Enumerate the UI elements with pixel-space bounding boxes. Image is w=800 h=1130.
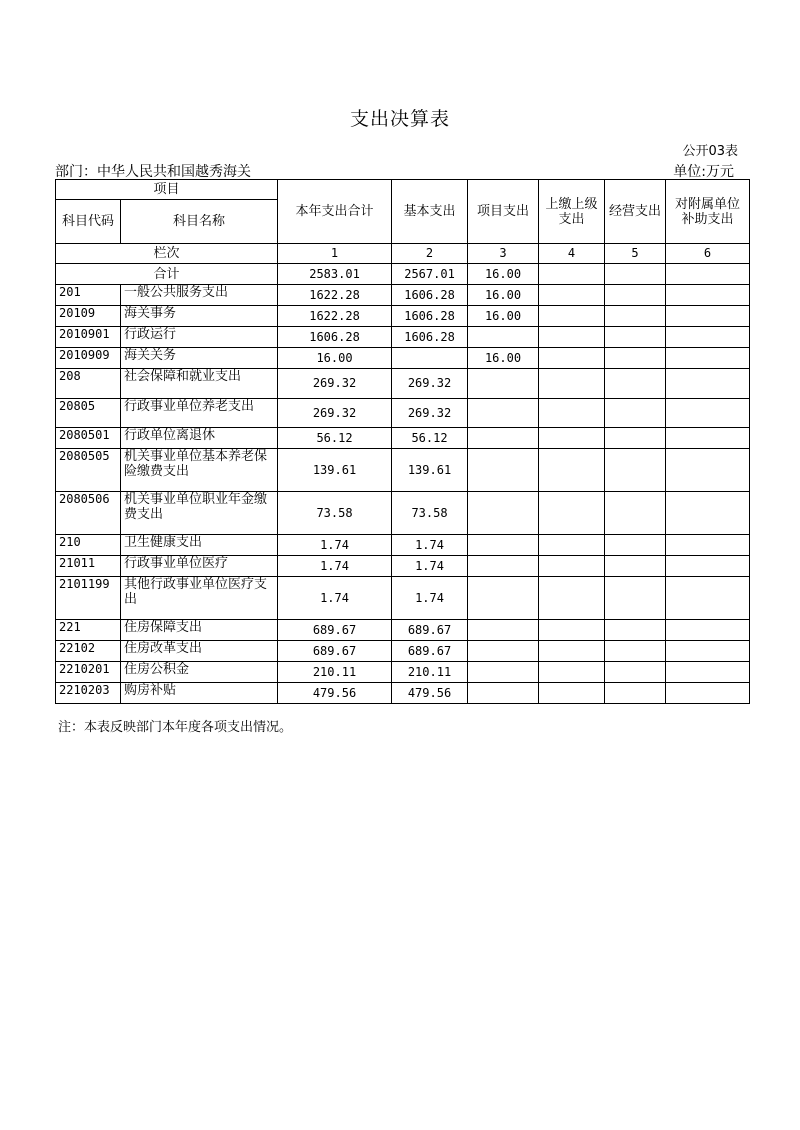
table-row — [56, 556, 750, 577]
department-label: 部门：中华人民共和国越秀海关 — [55, 164, 251, 180]
row-empty-cell — [666, 327, 750, 348]
row-basic: 1.74 — [392, 556, 468, 577]
row-empty-cell — [605, 428, 666, 449]
row-empty-cell — [666, 306, 750, 327]
row-basic: 1606.28 — [392, 327, 468, 348]
row-empty-cell — [605, 577, 666, 620]
row-project — [468, 428, 539, 449]
row-code: 201 — [56, 285, 121, 306]
row-name: 购房补贴 — [121, 683, 278, 704]
row-code: 20805 — [56, 399, 121, 428]
table-row — [56, 348, 750, 369]
row-name: 机关事业单位职业年金缴费支出 — [121, 492, 278, 535]
row-project — [468, 620, 539, 641]
row-project — [468, 327, 539, 348]
row-total: 1.74 — [278, 535, 392, 556]
expenditure-table — [55, 179, 750, 704]
header-code: 科目代码 — [56, 200, 121, 244]
row-name: 住房保障支出 — [121, 620, 278, 641]
row-empty-cell — [666, 369, 750, 399]
footnote: 注：本表反映部门本年度各项支出情况。 — [58, 720, 293, 735]
table-row — [56, 399, 750, 428]
row-empty-cell — [605, 620, 666, 641]
row-empty-cell — [539, 535, 605, 556]
row-total: 1622.28 — [278, 285, 392, 306]
header-subsidy: 对附属单位补助支出 — [666, 180, 750, 244]
row-name: 卫生健康支出 — [121, 535, 278, 556]
row-empty-cell — [539, 449, 605, 492]
row-total: 1606.28 — [278, 327, 392, 348]
row-empty-cell — [605, 662, 666, 683]
row-total: 689.67 — [278, 620, 392, 641]
row-empty-cell — [539, 306, 605, 327]
row-basic: 1606.28 — [392, 306, 468, 327]
row-empty-cell — [539, 492, 605, 535]
form-number: 公开03表 — [682, 144, 738, 159]
row-basic: 56.12 — [392, 428, 468, 449]
table-row — [56, 535, 750, 556]
row-name: 行政事业单位养老支出 — [121, 399, 278, 428]
page-title: 支出决算表 — [349, 108, 450, 130]
summary-project: 16.00 — [468, 264, 539, 285]
seq-4: 4 — [539, 244, 605, 264]
table-row — [56, 449, 750, 492]
row-total: 1622.28 — [278, 306, 392, 327]
row-code: 2010909 — [56, 348, 121, 369]
row-name: 机关事业单位基本养老保险缴费支出 — [121, 449, 278, 492]
row-name: 行政运行 — [121, 327, 278, 348]
row-total: 56.12 — [278, 428, 392, 449]
row-empty-cell — [666, 348, 750, 369]
row-empty-cell — [666, 449, 750, 492]
row-empty-cell — [666, 492, 750, 535]
seq-5: 5 — [605, 244, 666, 264]
table-row — [56, 577, 750, 620]
table-row — [56, 683, 750, 704]
row-empty-cell — [605, 535, 666, 556]
seq-2: 2 — [392, 244, 468, 264]
row-empty-cell — [666, 285, 750, 306]
row-total: 73.58 — [278, 492, 392, 535]
row-empty-cell — [605, 683, 666, 704]
row-name: 住房公积金 — [121, 662, 278, 683]
row-code: 208 — [56, 369, 121, 399]
row-code: 22102 — [56, 641, 121, 662]
row-name: 海关事务 — [121, 306, 278, 327]
header-business: 经营支出 — [605, 180, 666, 244]
header-project: 项目支出 — [468, 180, 539, 244]
row-total: 16.00 — [278, 348, 392, 369]
row-basic: 139.61 — [392, 449, 468, 492]
table-row — [56, 428, 750, 449]
row-basic: 269.32 — [392, 369, 468, 399]
row-project — [468, 577, 539, 620]
row-code: 2210203 — [56, 683, 121, 704]
row-empty-cell — [539, 369, 605, 399]
row-empty-cell — [605, 285, 666, 306]
summary-row — [56, 264, 750, 285]
row-project: 16.00 — [468, 285, 539, 306]
row-basic: 269.32 — [392, 399, 468, 428]
row-project — [468, 556, 539, 577]
row-name: 行政单位离退休 — [121, 428, 278, 449]
row-code: 221 — [56, 620, 121, 641]
row-code: 210 — [56, 535, 121, 556]
row-code: 20109 — [56, 306, 121, 327]
row-name: 其他行政事业单位医疗支出 — [121, 577, 278, 620]
row-empty-cell — [666, 428, 750, 449]
row-project — [468, 369, 539, 399]
row-empty-cell — [605, 399, 666, 428]
header-name: 科目名称 — [121, 200, 278, 244]
row-name: 社会保障和就业支出 — [121, 369, 278, 399]
row-empty-cell — [539, 662, 605, 683]
summary-basic: 2567.01 — [392, 264, 468, 285]
row-code: 2101199 — [56, 577, 121, 620]
row-basic: 689.67 — [392, 641, 468, 662]
row-total: 269.32 — [278, 369, 392, 399]
table-row — [56, 327, 750, 348]
row-empty-cell — [666, 683, 750, 704]
header-basic: 基本支出 — [392, 180, 468, 244]
row-project: 16.00 — [468, 348, 539, 369]
header-total: 本年支出合计 — [278, 180, 392, 244]
row-total: 1.74 — [278, 556, 392, 577]
row-empty-cell — [539, 285, 605, 306]
row-name: 海关关务 — [121, 348, 278, 369]
row-project — [468, 399, 539, 428]
row-empty-cell — [539, 641, 605, 662]
table-row — [56, 285, 750, 306]
row-empty-cell — [666, 641, 750, 662]
row-project: 16.00 — [468, 306, 539, 327]
row-empty-cell — [539, 556, 605, 577]
row-total: 479.56 — [278, 683, 392, 704]
row-basic: 73.58 — [392, 492, 468, 535]
table-row — [56, 662, 750, 683]
row-code: 2010901 — [56, 327, 121, 348]
summary-label: 合计 — [56, 264, 278, 285]
row-code: 2210201 — [56, 662, 121, 683]
row-project — [468, 683, 539, 704]
seq-3: 3 — [468, 244, 539, 264]
row-basic — [392, 348, 468, 369]
header-item: 项目 — [56, 180, 278, 200]
row-basic: 689.67 — [392, 620, 468, 641]
row-empty-cell — [605, 369, 666, 399]
row-empty-cell — [539, 577, 605, 620]
row-empty-cell — [539, 348, 605, 369]
row-empty-cell — [605, 306, 666, 327]
header-upper: 上缴上级支出 — [539, 180, 605, 244]
row-empty-cell — [539, 327, 605, 348]
table-row — [56, 641, 750, 662]
table-row — [56, 620, 750, 641]
row-total: 139.61 — [278, 449, 392, 492]
row-empty-cell — [605, 556, 666, 577]
row-project — [468, 641, 539, 662]
row-empty-cell — [605, 449, 666, 492]
row-total: 1.74 — [278, 577, 392, 620]
table-row — [56, 492, 750, 535]
table-row — [56, 306, 750, 327]
row-empty-cell — [605, 348, 666, 369]
row-name: 一般公共服务支出 — [121, 285, 278, 306]
row-empty-cell — [539, 620, 605, 641]
row-basic: 1.74 — [392, 577, 468, 620]
row-basic: 1.74 — [392, 535, 468, 556]
row-basic: 1606.28 — [392, 285, 468, 306]
row-total: 210.11 — [278, 662, 392, 683]
row-project — [468, 535, 539, 556]
row-empty-cell — [605, 492, 666, 535]
row-total: 689.67 — [278, 641, 392, 662]
row-code: 2080505 — [56, 449, 121, 492]
unit-label: 单位:万元 — [673, 164, 734, 180]
row-code: 2080506 — [56, 492, 121, 535]
row-empty-cell — [539, 399, 605, 428]
row-empty-cell — [666, 620, 750, 641]
row-project — [468, 662, 539, 683]
row-empty-cell — [666, 399, 750, 428]
table-row — [56, 369, 750, 399]
row-empty-cell — [666, 662, 750, 683]
row-basic: 479.56 — [392, 683, 468, 704]
header-seq-label: 栏次 — [56, 244, 278, 264]
summary-total: 2583.01 — [278, 264, 392, 285]
row-empty-cell — [605, 641, 666, 662]
row-code: 2080501 — [56, 428, 121, 449]
row-empty-cell — [539, 428, 605, 449]
row-total: 269.32 — [278, 399, 392, 428]
row-name: 住房改革支出 — [121, 641, 278, 662]
seq-6: 6 — [666, 244, 750, 264]
row-empty-cell — [666, 556, 750, 577]
row-empty-cell — [666, 535, 750, 556]
seq-1: 1 — [278, 244, 392, 264]
row-basic: 210.11 — [392, 662, 468, 683]
row-empty-cell — [666, 577, 750, 620]
row-project — [468, 492, 539, 535]
row-empty-cell — [539, 683, 605, 704]
row-name: 行政事业单位医疗 — [121, 556, 278, 577]
row-empty-cell — [605, 327, 666, 348]
row-project — [468, 449, 539, 492]
row-code: 21011 — [56, 556, 121, 577]
